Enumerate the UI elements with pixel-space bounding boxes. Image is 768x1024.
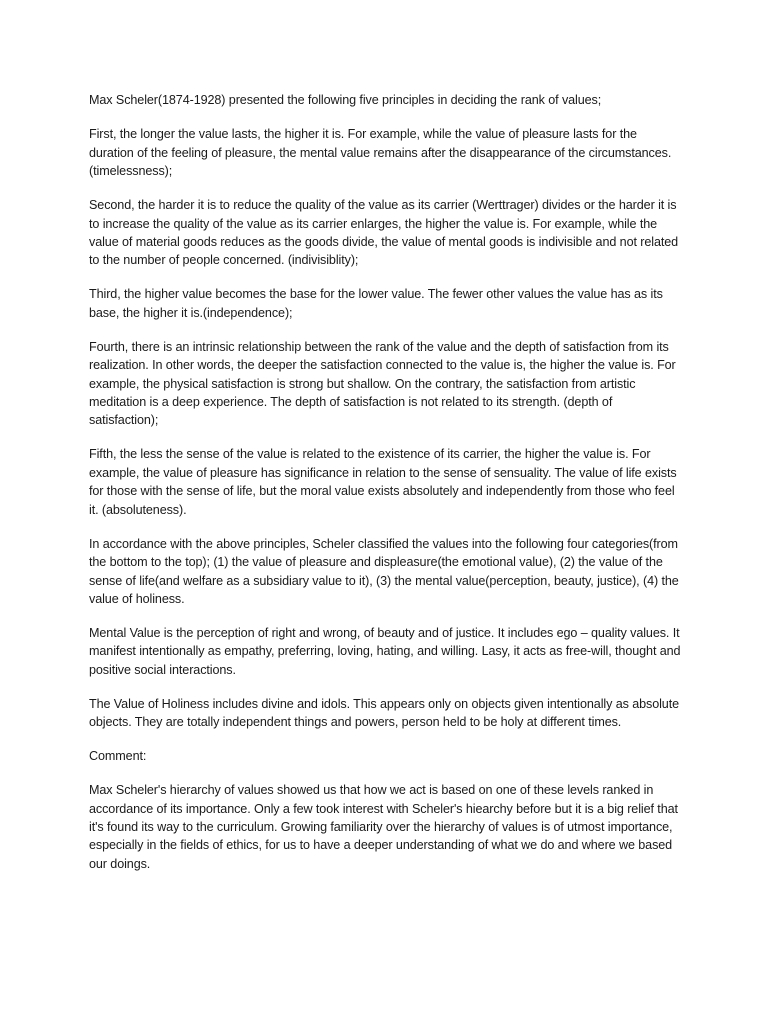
- holiness-value-paragraph: The Value of Holiness includes divine and idols. This appears only on objects given intentionally as absolute objects. They are totally independent things and powers, person held to be holy at different times.: [89, 696, 680, 730]
- principle-second-paragraph: Second, the harder it is to reduce the quality of the value as its carrier (Werttrager) divides or the harder it is to increase the quality of the value as its carrier enlarges, the higher the value is. For example, while the value of material goods reduces as the goods divide, the value of mental goods is indivisible and not related to the number of people concerned. (indivisiblity);: [89, 198, 679, 268]
- intro-paragraph: Max Scheler(1874-1928) presented the following five principles in deciding the rank of values;: [89, 93, 602, 107]
- principle-fourth-paragraph: Fourth, there is an intrinsic relationship between the rank of the value and the depth of satisfaction from its realization. In other words, the deeper the satisfaction connected to the value is, the higher the value is. For example, the physical satisfaction is strong but shallow. On the contrary, the satisfaction from artistic meditation is a deep experience. The depth of satisfaction is not related to its strength. (depth of satisfaction);: [89, 339, 676, 428]
- principle-fifth-paragraph: Fifth, the less the sense of the value is related to the existence of its carrier, the higher the value is. For example, the value of pleasure has significance in relation to the sense of sensuality. The value of life exists for those with the sense of life, but the moral value exists absolutely and independently from those who feel it. (absoluteness).: [89, 447, 677, 517]
- document-body: [89, 91, 681, 889]
- comment-paragraph: Max Scheler's hierarchy of values showed us that how we act is based on one of these levels ranked in accordance of its importance. Only a few took interest with Scheler's hiearchy before but it is a big relief that it's found its way to the curriculum. Growing familiarity over the hierarchy of values is of utmost importance, especially in the fields of ethics, for us to have a deeper understanding of what we do and where we based our doings.: [89, 783, 678, 871]
- principle-first-paragraph: First, the longer the value lasts, the higher it is. For example, while the value of pleasure lasts for the duration of the feeling of pleasure, the mental value remains after the disappearance of the circumstances. (timelessness);: [89, 127, 672, 179]
- mental-value-paragraph: Mental Value is the perception of right and wrong, of beauty and of justice. It includes ego – quality values. It manifest intentionally as empathy, preferring, loving, hating, and willing. Lasy, it acts as free-will, thought and positive social interactions.: [89, 625, 681, 677]
- principle-third-paragraph: Third, the higher value becomes the base for the lower value. The fewer other values the value has as its base, the higher it is.(independence);: [89, 287, 663, 320]
- comment-heading: Comment:: [89, 749, 147, 764]
- categories-paragraph: In accordance with the above principles, Scheler classified the values into the following four categories(from the bottom to the top); (1) the value of pleasure and displeasure(the emotional value), (2) the value of the sense of life(and welfare as a subsidiary value to it), (3) the mental value(perception, beauty, justice), (4) the value of holiness.: [89, 536, 679, 606]
